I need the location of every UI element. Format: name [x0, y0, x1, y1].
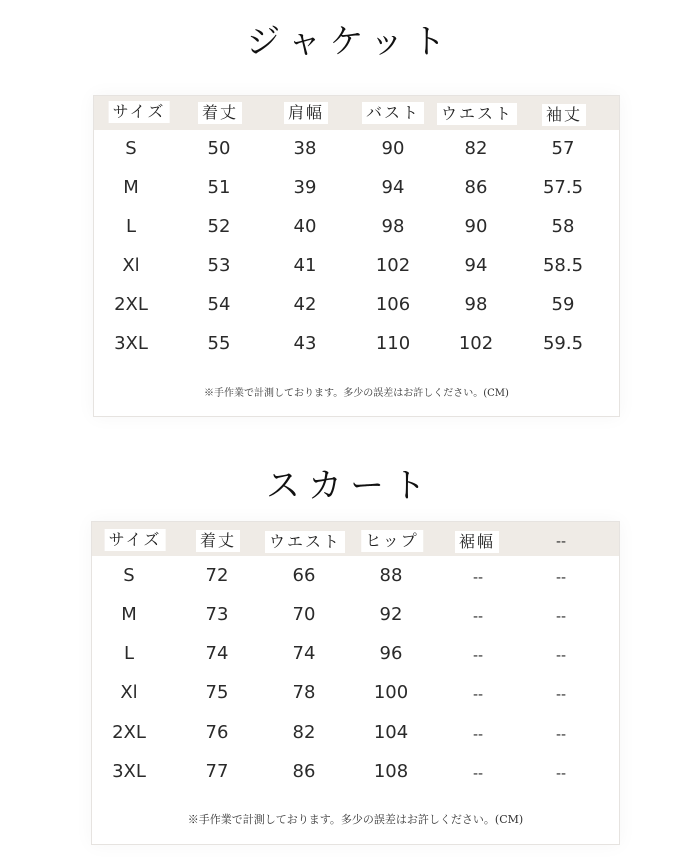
table-cell: 58.5 [542, 255, 584, 276]
table-cell: -- [472, 570, 484, 586]
table-cell: -- [472, 648, 484, 664]
table-cell: 38 [293, 138, 317, 159]
table-cell: S [123, 565, 135, 586]
skirt-header-size: サイズ [105, 529, 166, 551]
skirt-header-band [92, 522, 619, 556]
table-cell: 94 [464, 255, 488, 276]
table-cell: -- [472, 766, 484, 782]
skirt-header-hem: 裾幅 [455, 531, 499, 553]
table-cell: 106 [375, 294, 411, 315]
table-cell: 66 [292, 565, 316, 586]
table-cell: 54 [207, 294, 231, 315]
table-cell: 78 [292, 682, 316, 703]
jacket-header-length: 着丈 [198, 102, 242, 124]
table-cell: 40 [293, 216, 317, 237]
table-cell: 92 [379, 604, 403, 625]
skirt-size-table [91, 521, 620, 845]
table-cell: 102 [375, 255, 411, 276]
table-cell: 59 [551, 294, 575, 315]
jacket-header-band [94, 96, 619, 130]
skirt-title: スカート [266, 466, 434, 506]
table-cell: S [125, 138, 137, 159]
table-cell: Xl [120, 682, 138, 703]
table-cell: 39 [293, 177, 317, 198]
table-cell: 100 [373, 682, 409, 703]
table-cell: 98 [464, 294, 488, 315]
table-cell: 58 [551, 216, 575, 237]
table-cell: 74 [205, 643, 229, 664]
table-cell: 86 [464, 177, 488, 198]
table-cell: 96 [379, 643, 403, 664]
table-cell: 90 [464, 216, 488, 237]
table-cell: 42 [293, 294, 317, 315]
jacket-header-waist: ウエスト [437, 103, 517, 125]
table-cell: L [125, 216, 137, 237]
table-cell: -- [555, 648, 567, 664]
table-cell: 88 [379, 565, 403, 586]
table-cell: 74 [292, 643, 316, 664]
table-cell: 50 [207, 138, 231, 159]
skirt-header-blank: -- [555, 534, 567, 550]
jacket-header-bust: バスト [362, 102, 424, 124]
table-cell: 43 [293, 333, 317, 354]
table-cell: -- [472, 727, 484, 743]
skirt-measurement-note: ※手作業で計測しております。多少の誤差はお許しください。(CM) [187, 813, 524, 826]
skirt-header-length: 着丈 [196, 530, 240, 552]
skirt-header-hip: ヒップ [361, 530, 423, 552]
table-cell: -- [472, 609, 484, 625]
table-cell: 2XL [114, 294, 148, 315]
table-cell: 53 [207, 255, 231, 276]
table-cell: M [123, 177, 139, 198]
table-cell: 82 [464, 138, 488, 159]
table-cell: 51 [207, 177, 231, 198]
jacket-title: ジャケット [246, 22, 454, 62]
table-cell: 59.5 [542, 333, 584, 354]
table-cell: -- [555, 609, 567, 625]
table-cell: 52 [207, 216, 231, 237]
table-cell: 76 [205, 722, 229, 743]
table-cell: L [123, 643, 135, 664]
table-cell: 98 [381, 216, 405, 237]
table-cell: -- [555, 570, 567, 586]
table-cell: 77 [205, 761, 229, 782]
table-cell: 110 [375, 333, 411, 354]
table-cell: 75 [205, 682, 229, 703]
table-cell: -- [472, 687, 484, 703]
table-cell: 57 [551, 138, 575, 159]
table-cell: 86 [292, 761, 316, 782]
table-cell: 3XL [112, 761, 146, 782]
table-cell: 55 [207, 333, 231, 354]
table-cell: 3XL [114, 333, 148, 354]
table-cell: 94 [381, 177, 405, 198]
jacket-header-shoulder: 肩幅 [284, 102, 328, 124]
table-cell: 57.5 [542, 177, 584, 198]
table-cell: 41 [293, 255, 317, 276]
table-cell: 102 [458, 333, 494, 354]
table-cell: Xl [122, 255, 140, 276]
table-cell: M [121, 604, 137, 625]
table-cell: 82 [292, 722, 316, 743]
table-cell: 90 [381, 138, 405, 159]
jacket-header-sleeve: 袖丈 [542, 104, 586, 126]
jacket-size-table [93, 95, 620, 417]
table-cell: 2XL [112, 722, 146, 743]
table-cell: 108 [373, 761, 409, 782]
table-cell: 104 [373, 722, 409, 743]
table-cell: 73 [205, 604, 229, 625]
jacket-header-size: サイズ [109, 101, 170, 123]
table-cell: 72 [205, 565, 229, 586]
table-cell: -- [555, 687, 567, 703]
table-cell: 70 [292, 604, 316, 625]
table-cell: -- [555, 727, 567, 743]
skirt-header-waist: ウエスト [265, 531, 345, 553]
table-cell: -- [555, 766, 567, 782]
jacket-measurement-note: ※手作業で計測しております。多少の誤差はお許しください。(CM) [204, 388, 509, 399]
